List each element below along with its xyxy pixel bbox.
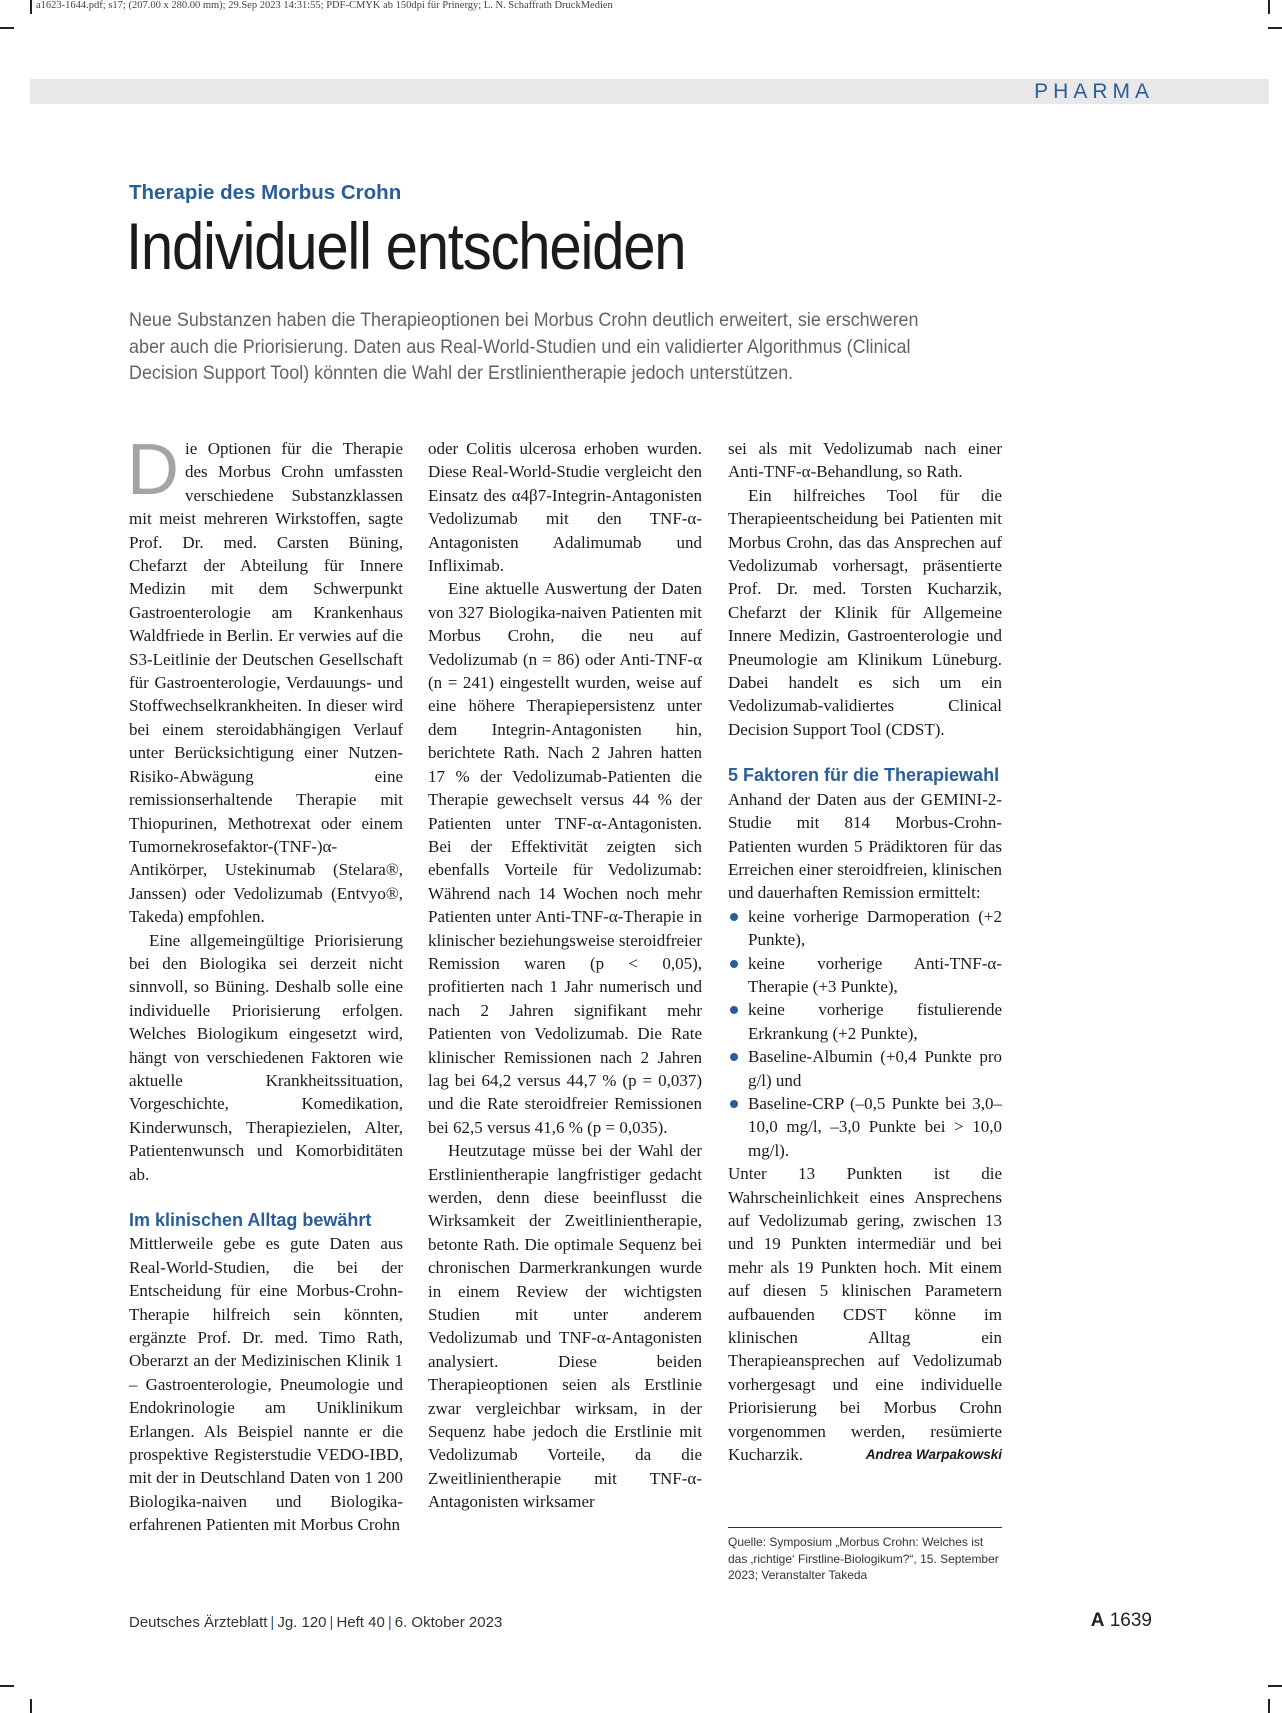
journal-volume: Jg. 120 — [277, 1614, 327, 1631]
author-name: Andrea Warpakowski — [865, 1447, 1002, 1463]
footer-divider: | — [387, 1614, 392, 1631]
page-footer — [129, 1614, 502, 1631]
section-label: PHARMA — [1034, 80, 1154, 103]
crop-mark-right-lower — [1268, 1685, 1282, 1687]
list-item: keine vorherige fistulierende Erkrankung (+2 Punkte), — [728, 998, 1002, 1045]
paragraph: Eine aktuelle Auswertung der Daten von 327 Biologika-naiven Patienten mit Morbus Crohn, die neu auf Vedolizumab (n = 86) oder Anti-TNF-α (n = 241) eingestellt wurden, weise auf eine höhere Therapiepersistenz unter dem Integrin-Antagonisten hin, berichtete Rath. Nach 2 Jahren hatten 17 % der Vedolizumab-Patienten die Therapie gewechselt versus 44 % der Patienten unter TNF-α-Antagonisten. Bei der Effektivität zeigten sich ebenfalls Vorteile für Vedolizumab: Während nach 14 Wochen noch mehr Patienten unter Anti-TNF-α-Therapie in klinischer beziehungsweise steroidfreier Remission waren (p < 0,05), profitierten nach 1 Jahr numerisch und nach 2 Jahren signifikant mehr Patienten von Vedolizumab. Die Rate klinischer Remissionen nach 2 Jahren lag bei 64,2 versus 44,7 % (p = 0,037) und die Rate steroidfreier Remissionen bei 62,5 versus 41,6 % (p = 0,035). — [428, 579, 702, 1137]
paragraph: Heutzutage müsse bei der Wahl der Erstlinientherapie langfristiger gedacht werden, denn diese beeinflusst die Wirksamkeit der Zweitlinientherapie, betonte Rath. Die optimale Sequenz bei chronischen Darmerkrankungen wurde in einem Review der wichtigsten Studien mit unter anderem Vedolizumab und TNF-α-Antagonisten analysiert. Diese beiden Therapieoptionen seien als Erstlinie zwar vergleichbar wirksam, in der Sequenz habe jedoch die Erstlinie mit Vedolizumab Vorteile, da die Zweitlinientherapie mit TNF-α-Antagonisten wirksamer — [428, 1141, 702, 1512]
crop-mark-left-upper — [0, 27, 14, 29]
page-prefix: A — [1090, 1610, 1105, 1631]
spacer — [728, 741, 1002, 764]
article-kicker: Therapie des Morbus Crohn — [129, 181, 402, 204]
crop-mark-bottom-left — [30, 1699, 32, 1713]
print-info-line: a1623-1644.pdf; s17; (207.00 x 280.00 mm); 29.Sep 2023 14:31:55; PDF-CMYK ab 150dpi für Prinergy; L. N. Schaffrath DruckMedien — [36, 0, 613, 11]
list-item: keine vorherige Anti-TNF-α-Therapie (+3 Punkte), — [728, 952, 1002, 999]
paragraph: Mittlerweile gebe es gute Daten aus Real-World-Studien, die bei der Entscheidung für eine Morbus-Crohn-Therapie hilfreich sein könnten, ergänzte Prof. Dr. med. Timo Rath, Oberarzt an der Medizinischen Klinik 1 – Gastroenterologie, Pneumologie und Endokrinologie am Uniklinikum Erlangen. Als Beispiel nannte er die prospektive Registerstudie VEDO-IBD, mit der in Deutschland Daten von 1 200 Biologika-naiven und Biologika-erfahrenen Patienten mit Morbus Crohn — [129, 1234, 403, 1535]
lead-line: Neue Substanzen haben die Therapieoptionen bei Morbus Crohn deutlich erweitert, sie erschweren — [129, 309, 919, 331]
crop-mark-left-lower — [0, 1685, 14, 1687]
drop-cap: D — [127, 430, 179, 510]
spacer — [129, 1186, 403, 1209]
page-number-value: 1639 — [1109, 1610, 1152, 1631]
article-column-2 — [428, 437, 702, 1514]
lead-line: Decision Support Tool) könnten die Wahl der Erstlinientherapie jedoch unterstützen. — [129, 362, 794, 384]
journal-issue: Heft 40 — [336, 1614, 385, 1631]
list-item: keine vorherige Darmoperation (+2 Punkte), — [728, 905, 1002, 952]
paragraph: Anhand der Daten aus der GEMINI-2-Studie mit 814 Morbus-Crohn-Patienten wurden 5 Prädiktoren für das Erreichen einer steroidfreien, klinischen und dauerhaften Remission ermittelt: — [728, 789, 1002, 903]
page-number — [1091, 1610, 1152, 1632]
paragraph-text: ie Optionen für die Therapie des Morbus Crohn umfassten verschiedene Substanzklassen mit meist mehreren Wirkstoffen, sagte Prof. Dr. med. Carsten Büning, Chefarzt der Abteilung für Innere Medizin mit dem Schwerpunkt Gastroenterologie am Krankenhaus Waldfriede in Berlin. Er verwies auf die S3-Leitlinie der Deutschen Gesellschaft für Gastroenterologie, Verdauungs- und Stoffwechselkrankheiten. In dieser wird bei einem steroidabhängigen Verlauf unter Berücksichtigung einer Nutzen-Risiko-Abwägung eine remissionserhaltende Therapie mit Thiopurinen, Methotrexat oder einem Tumornekrosefaktor-(TNF-)α-Antikörper, Ustekinumab (Stelara®, Janssen) oder Vedolizumab (Entvyo®, Takeda) empfohlen. — [129, 439, 403, 927]
crop-mark-top-right — [1268, 0, 1270, 14]
paragraph — [728, 1162, 1002, 1466]
paragraph: Ein hilfreiches Tool für die Therapieentscheidung bei Patienten mit Morbus Crohn, das das Ansprechen auf Vedolizumab vorhersagt, präsentierte Prof. Dr. med. Torsten Kucharzik, Chefarzt der Klinik für Allgemeine Innere Medizin, Gastroenterologie und Pneumologie am Klinikum Lüneburg. Dabei handelt es sich um ein Vedolizumab-validiertes Clinical Decision Support Tool (CDST). — [728, 485, 1002, 739]
article-title: Individuell entscheiden — [126, 209, 686, 283]
list-item: Baseline-Albumin (+0,4 Punkte pro g/l) und — [728, 1045, 1002, 1092]
subheading: 5 Faktoren für die Therapiewahl — [728, 765, 1000, 786]
paragraph: oder Colitis ulcerosa erhoben wurden. Diese Real-World-Studie vergleicht den Einsatz des α4β7-Integrin-Antagonisten Vedolizumab mit den TNF-α-Antagonisten Adalimumab und Infliximab. — [428, 439, 702, 576]
paragraph: sei als mit Vedolizumab nach einer Anti-TNF-α-Behandlung, so Rath. — [728, 439, 1002, 482]
journal-date: 6. Oktober 2023 — [394, 1614, 503, 1631]
subheading: Im klinischen Alltag bewährt — [129, 1210, 372, 1230]
source-note: Quelle: Symposium „Morbus Crohn: Welches ist das ‚richtige‘ Firstline-Biologikum?“, 15. September 2023; Veranstalter Takeda — [728, 1527, 1002, 1584]
list-item: Baseline-CRP (–0,5 Punkte bei 3,0–10,0 mg/l, –3,0 Punkte bei > 10,0 mg/l). — [728, 1092, 1002, 1162]
article-column-1 — [127, 430, 403, 1537]
bullet-list — [728, 905, 1002, 1162]
journal-name: Deutsches Ärzteblatt — [129, 1614, 268, 1631]
paragraph — [127, 430, 403, 929]
article-column-3 — [728, 437, 1002, 1466]
crop-mark-top-left — [30, 0, 32, 14]
footer-divider: | — [329, 1614, 334, 1631]
crop-mark-right-upper — [1268, 27, 1282, 29]
lead-line: aber auch die Priorisierung. Daten aus Real-World-Studien und ein validierter Algorithmus (Clinical — [129, 335, 911, 358]
paragraph-text: Unter 13 Punkten ist die Wahrscheinlichkeit eines Ansprechens auf Vedolizumab gering, zwischen 13 und 19 Punkten intermediär und bei mehr als 19 Punkten hoch. Mit einem auf diesen 5 klinischen Parametern aufbauenden CDST könne im klinischen Alltag ein Therapieansprechen auf Vedolizumab vorhergesagt und eine individuelle Priorisierung bei Morbus Crohn vorgenommen werden, resümierte Kucharzik. — [728, 1164, 1002, 1465]
paragraph: Eine allgemeingültige Priorisierung bei den Biologika sei derzeit nicht sinnvoll, so Büning. Deshalb solle eine individuelle Priorisierung erfolgen. Welches Biologikum eingesetzt wird, hängt von verschiedenen Faktoren wie aktuelle Krankheitssituation, Vorgeschichte, Komedikation, Kinderwunsch, Therapiezielen, Alter, Patientenwunsch und Komorbiditäten ab. — [129, 930, 403, 1184]
article-lead — [129, 307, 1149, 387]
footer-divider: | — [270, 1614, 275, 1631]
crop-mark-bottom-right — [1268, 1699, 1270, 1713]
